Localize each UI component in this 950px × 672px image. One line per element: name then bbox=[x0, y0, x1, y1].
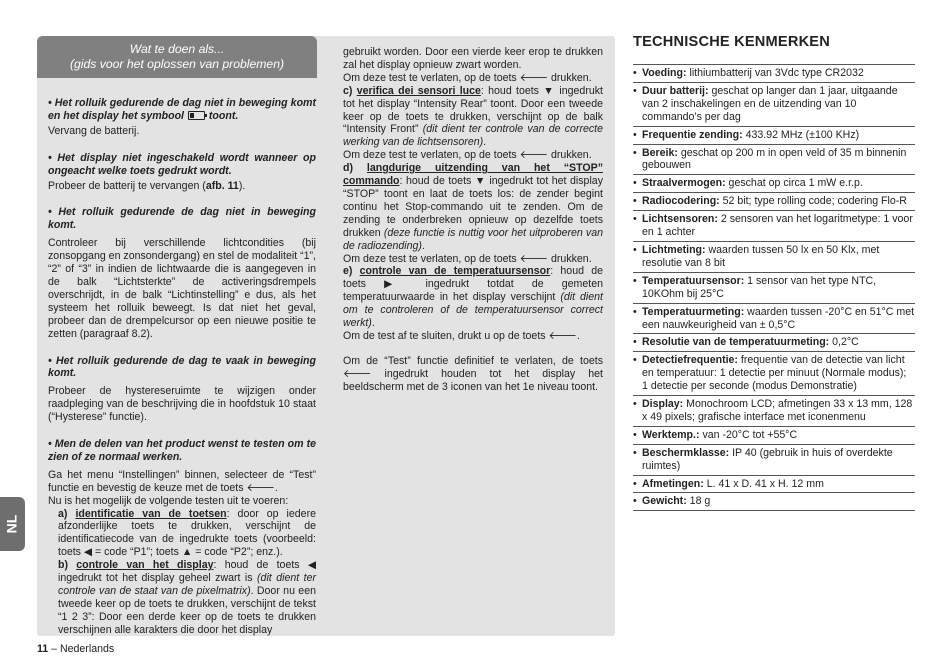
tech-spec-key: Werktemp.: bbox=[642, 428, 700, 441]
test-a: a) identificatie van de toetsen: door op iedere afzonderlijke toets te drukken, verschijnt de identificatiecode van de ingedrukte toets (voorbeeld: toets ◀ = code “P1”; toets ▲ = code “P2”; enz.). bbox=[58, 507, 316, 559]
question-1: • Het rolluik gedurende de dag niet in beweging komt en het display het symbool toont. bbox=[48, 97, 316, 122]
tech-spec-key: Radiocodering: bbox=[642, 195, 720, 208]
language-tab bbox=[0, 497, 25, 551]
tech-spec-item bbox=[633, 304, 915, 335]
tech-specs-list bbox=[633, 64, 915, 511]
tech-spec-value: waarden tussen 50 lx en 50 Klx, met resolutie van 8 bit bbox=[642, 243, 880, 269]
test-e: e) controle van de temperatuursensor: houd de toets ▶ ingedrukt totdat de gemeten temperatuurwaarde in het display verschijnt (dit dient om te controleren of de temperatuursensor correct werkt). bbox=[343, 265, 603, 330]
tech-spec-value: frequentie van de detectie van licht en temperatuur: 1 detectie per minuut (Normale modus); 1 detectie per seconde (modus Demonstratie) bbox=[642, 354, 907, 393]
tech-spec-value: L. 41 x D. 41 x H. 12 mm bbox=[703, 477, 824, 490]
exit-instruction-4: Om de test af te sluiten, drukt u op de toets 🡐. bbox=[343, 329, 580, 342]
question-2: • Het display niet ingeschakeld wordt wanneer op ongeacht welke toets gedrukt wordt. bbox=[48, 151, 316, 177]
test-b-continued: gebruikt worden. Door een vierde keer erop te drukken zal het display opnieuw zwart worden. bbox=[343, 46, 603, 71]
section-subtitle: (gids voor het oplossen van problemen) bbox=[69, 57, 285, 71]
tech-spec-key: Afmetingen: bbox=[642, 477, 704, 490]
tech-spec-item bbox=[633, 211, 915, 242]
tech-spec-key: Detectiefrequentie: bbox=[642, 354, 738, 367]
tech-spec-key: Duur batterij: bbox=[642, 84, 709, 97]
question-4: • Het rolluik gedurende de dag te vaak in beweging komt. bbox=[48, 354, 316, 380]
middle-column bbox=[343, 46, 603, 394]
tech-spec-item bbox=[633, 65, 915, 83]
tech-spec-value: lithiumbatterij van 3Vdc type CR2032 bbox=[686, 67, 864, 79]
footer-language: Nederlands bbox=[59, 643, 115, 655]
tech-spec-key: Frequentie zending: bbox=[642, 128, 743, 141]
tech-spec-item bbox=[633, 427, 915, 445]
answer-5-intro: Ga het menu “Instellingen” binnen, selecteer de “Test” functie en bevestig de keuze met de toets 🡐. bbox=[48, 468, 316, 494]
page-footer bbox=[37, 643, 114, 656]
tech-spec-key: Voeding: bbox=[642, 67, 687, 79]
question-5: • Men de delen van het product wenst te testen om te zien of ze normaal werken. bbox=[48, 438, 316, 463]
tech-spec-value: 433.92 MHz (±100 KHz) bbox=[742, 128, 860, 141]
exit-instruction-2: Om deze test te verlaten, op de toets 🡐 drukken. bbox=[343, 149, 592, 162]
tech-spec-item bbox=[633, 175, 915, 193]
section-header bbox=[37, 36, 317, 78]
tech-spec-value: 2 sensoren van het logaritmetype: 1 voor en 1 achter bbox=[642, 213, 913, 239]
test-c: c) verifica dei sensori luce: houd toets ▼ ingedrukt tot het display “Intensity Rear” toont. Door een tweede keer op de toets te drukken, verschijnt op de balk “Intensity Front” (dit dient ter controle van de correcte werking van de lichtsensoren). bbox=[343, 84, 604, 149]
tech-spec-value: geschat op circa 1 mW e.r.p. bbox=[725, 177, 863, 190]
tech-specs-title: TECHNISCHE KENMERKEN bbox=[633, 34, 830, 50]
answer-2: Probeer de batterij te vervangen (afb. 11). bbox=[48, 179, 246, 192]
section-title: Wat te doen als... bbox=[129, 42, 225, 56]
final-exit-instruction: Om de “Test” functie definitief te verlaten, de toets 🡐 ingedrukt houden tot het display het beeldscherm met de 3 iconen van het 1e niveau toont. bbox=[343, 354, 603, 393]
answer-5-tests: Nu is het mogelijk de volgende testen uit te voeren: bbox=[48, 494, 289, 507]
exit-instruction-3: Om deze test te verlaten, op de toets 🡐 drukken. bbox=[343, 252, 592, 265]
test-b: b) controle van het display: houd de toets ◀ ingedrukt tot het display geheel zwart is (dit dient ter controle van de staat van de pixelmatrix). Door nu een tweede keer op de toets te drukken, verschijnt de tekst “1 2 3”: Door een derde keer op de toets te drukken verschijnen alle karakters die door het display bbox=[58, 559, 316, 636]
tech-spec-key: Lichtsensoren: bbox=[642, 213, 718, 226]
tech-spec-item bbox=[633, 145, 915, 176]
footer-separator: – bbox=[48, 643, 60, 655]
tech-spec-key: Straalvermogen: bbox=[642, 177, 726, 190]
left-column bbox=[48, 97, 316, 637]
tech-spec-value: 52 bit; type rolling code; codering Flo-R bbox=[719, 195, 907, 208]
answer-4: Probeer de hystereseruimte te wijzigen onder raadpleging van de beschrijving die in hoofdstuk 10 staat (“Hysterese” functie). bbox=[48, 385, 316, 424]
tech-spec-value: van -20°C tot +55°C bbox=[699, 428, 798, 441]
tech-spec-value: 18 g bbox=[686, 495, 711, 508]
page-number: 11 bbox=[37, 643, 49, 655]
tech-spec-item bbox=[633, 396, 915, 427]
battery-icon bbox=[188, 111, 205, 120]
tech-spec-key: Beschermklasse: bbox=[642, 446, 730, 459]
tech-spec-item bbox=[633, 493, 915, 511]
tech-spec-value: waarden tussen -20°C en 51°C met een nauwkeurigheid van ± 0,5°C bbox=[642, 305, 915, 331]
tech-spec-key: Temperatuurmeting: bbox=[642, 305, 745, 318]
tech-spec-item bbox=[633, 193, 915, 211]
tech-spec-key: Resolutie van de temperatuurmeting: bbox=[642, 336, 830, 349]
question-3: • Het rolluik gedurende de dag niet in beweging komt. bbox=[48, 206, 316, 232]
tech-spec-item bbox=[633, 476, 915, 494]
tech-spec-item bbox=[633, 352, 915, 396]
tech-spec-key: Temperatuursensor: bbox=[642, 274, 745, 287]
tech-spec-key: Lichtmeting: bbox=[642, 243, 706, 256]
tech-spec-item bbox=[633, 83, 915, 127]
tech-spec-item bbox=[633, 334, 915, 352]
tech-spec-item bbox=[633, 242, 915, 273]
tech-spec-value: geschat op langer dan 1 jaar, uitgaande van 2 inschakelingen en de uitzending van 10 commando’s per dag bbox=[642, 84, 898, 123]
tech-spec-value: IP 40 (gebruik in huis of overdekte ruimtes) bbox=[642, 446, 893, 472]
right-column bbox=[633, 34, 915, 511]
tech-spec-key: Display: bbox=[642, 398, 684, 411]
tech-spec-key: Gewicht: bbox=[642, 495, 687, 508]
answer-1: Vervang de batterij. bbox=[48, 124, 140, 137]
answer-3: Controleer bij verschillende lichtcondities (bij zonsopgang en zonsondergang) en stel de modaliteit “1”, “2” of “3” in indien de lichtwaarde die is aangegeven in de balk “Lichtsterkte” de activeringsdrempels overschrijdt, in de balk “Lichtinstelling” e dus, als het systeem het rolluik beweegt. Is dat niet het geval, probeer dan de drempelcursor op een nieuwe positie te zetten (paragraaf 8.2). bbox=[48, 237, 316, 340]
tech-spec-value: geschat op 200 m in open veld of 35 m binnenin gebouwen bbox=[642, 146, 907, 172]
test-d: d) langdurige uitzending van het “STOP” commando: houd de toets ▼ ingedrukt tot het display “STOP” toont en laat de toets los: de zender begint continu het Stop-commando uit te zenden. Om de zending te onderbreken opnieuw op dezelfde toets drukken (deze functie is nuttig voor het uitproberen van de radiozending). bbox=[343, 162, 603, 252]
tech-spec-value: 0,2°C bbox=[829, 336, 859, 349]
tech-spec-key: Bereik: bbox=[642, 146, 678, 159]
language-tab-label: NL bbox=[3, 514, 20, 534]
tech-spec-value: 1 sensor van het type NTC, 10KOhm bij 25°C bbox=[642, 274, 877, 300]
tech-spec-item bbox=[633, 127, 915, 145]
tech-spec-item bbox=[633, 445, 915, 476]
tech-spec-item bbox=[633, 273, 915, 304]
exit-instruction-1: Om deze test te verlaten, op de toets 🡐 drukken. bbox=[343, 71, 592, 84]
tech-spec-value: Monochroom LCD; afmetingen 33 x 13 mm, 128 x 49 pixels; grafische interface met iconenmenu bbox=[642, 398, 913, 423]
